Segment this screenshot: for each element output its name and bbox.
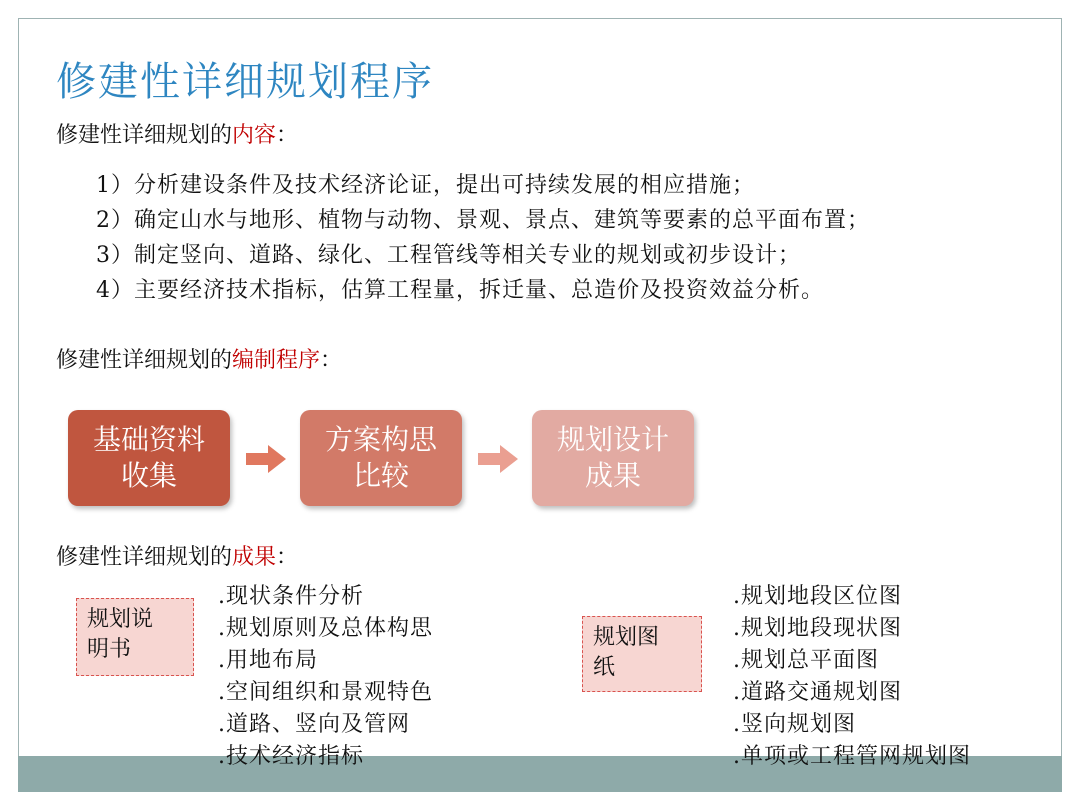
list-item: .技术经济指标 — [218, 744, 364, 769]
drawings-list — [733, 581, 971, 773]
planning-description-box: 规划说 明书 — [76, 598, 194, 676]
content-item: 1）分析建设条件及技术经济论证，提出可持续发展的相应措施； — [96, 173, 755, 198]
arrow-right-icon — [478, 444, 518, 474]
step-box-1: 基础资料 收集 — [68, 410, 230, 506]
planning-drawings-box: 规划图 纸 — [582, 616, 702, 692]
content-item: 2）确定山水与地形、植物与动物、景观、景点、建筑等要素的总平面布置； — [96, 208, 870, 233]
result-section-label — [56, 540, 298, 571]
content-label-suffix: ： — [276, 123, 299, 148]
list-item: .规划地段区位图 — [733, 584, 902, 609]
list-item: .空间组织和景观特色 — [218, 680, 433, 705]
content-list — [96, 168, 870, 308]
procedure-section-label — [56, 346, 376, 376]
content-item: 4）主要经济技术指标，估算工程量，拆迁量、总造价及投资效益分析。 — [96, 278, 824, 303]
list-item: .规划地段现状图 — [733, 616, 902, 641]
step-box-3: 规划设计 成果 — [532, 410, 694, 506]
result-label-suffix: ： — [276, 545, 299, 570]
procedure-label-suffix: ： — [320, 348, 343, 373]
content-item: 3）制定竖向、道路、绿化、工程管线等相关专业的规划或初步设计； — [96, 243, 801, 268]
result-label-highlight: 成果 — [232, 545, 277, 570]
list-item: .规划总平面图 — [733, 648, 879, 673]
content-label-prefix: 修建性详细规划的 — [56, 123, 233, 148]
slide-title: 修建性详细规划程序 — [56, 59, 434, 105]
content-section-label — [56, 118, 298, 149]
list-item: .规划原则及总体构思 — [218, 616, 433, 641]
list-item: .道路、竖向及管网 — [218, 712, 410, 737]
list-item: .现状条件分析 — [218, 584, 364, 609]
procedure-label-prefix: 修建性详细规划的 — [56, 348, 233, 373]
list-item: .竖向规划图 — [733, 712, 856, 737]
list-item: .用地布局 — [218, 648, 318, 673]
description-list — [218, 581, 433, 773]
content-label-highlight: 内容 — [232, 123, 277, 148]
list-item: .单项或工程管网规划图 — [733, 744, 971, 769]
arrow-right-icon — [246, 444, 286, 474]
list-item: .道路交通规划图 — [733, 680, 902, 705]
step-box-2: 方案构思 比较 — [300, 410, 462, 506]
result-label-prefix: 修建性详细规划的 — [56, 545, 233, 570]
procedure-label-highlight: 编制程序 — [232, 348, 321, 373]
